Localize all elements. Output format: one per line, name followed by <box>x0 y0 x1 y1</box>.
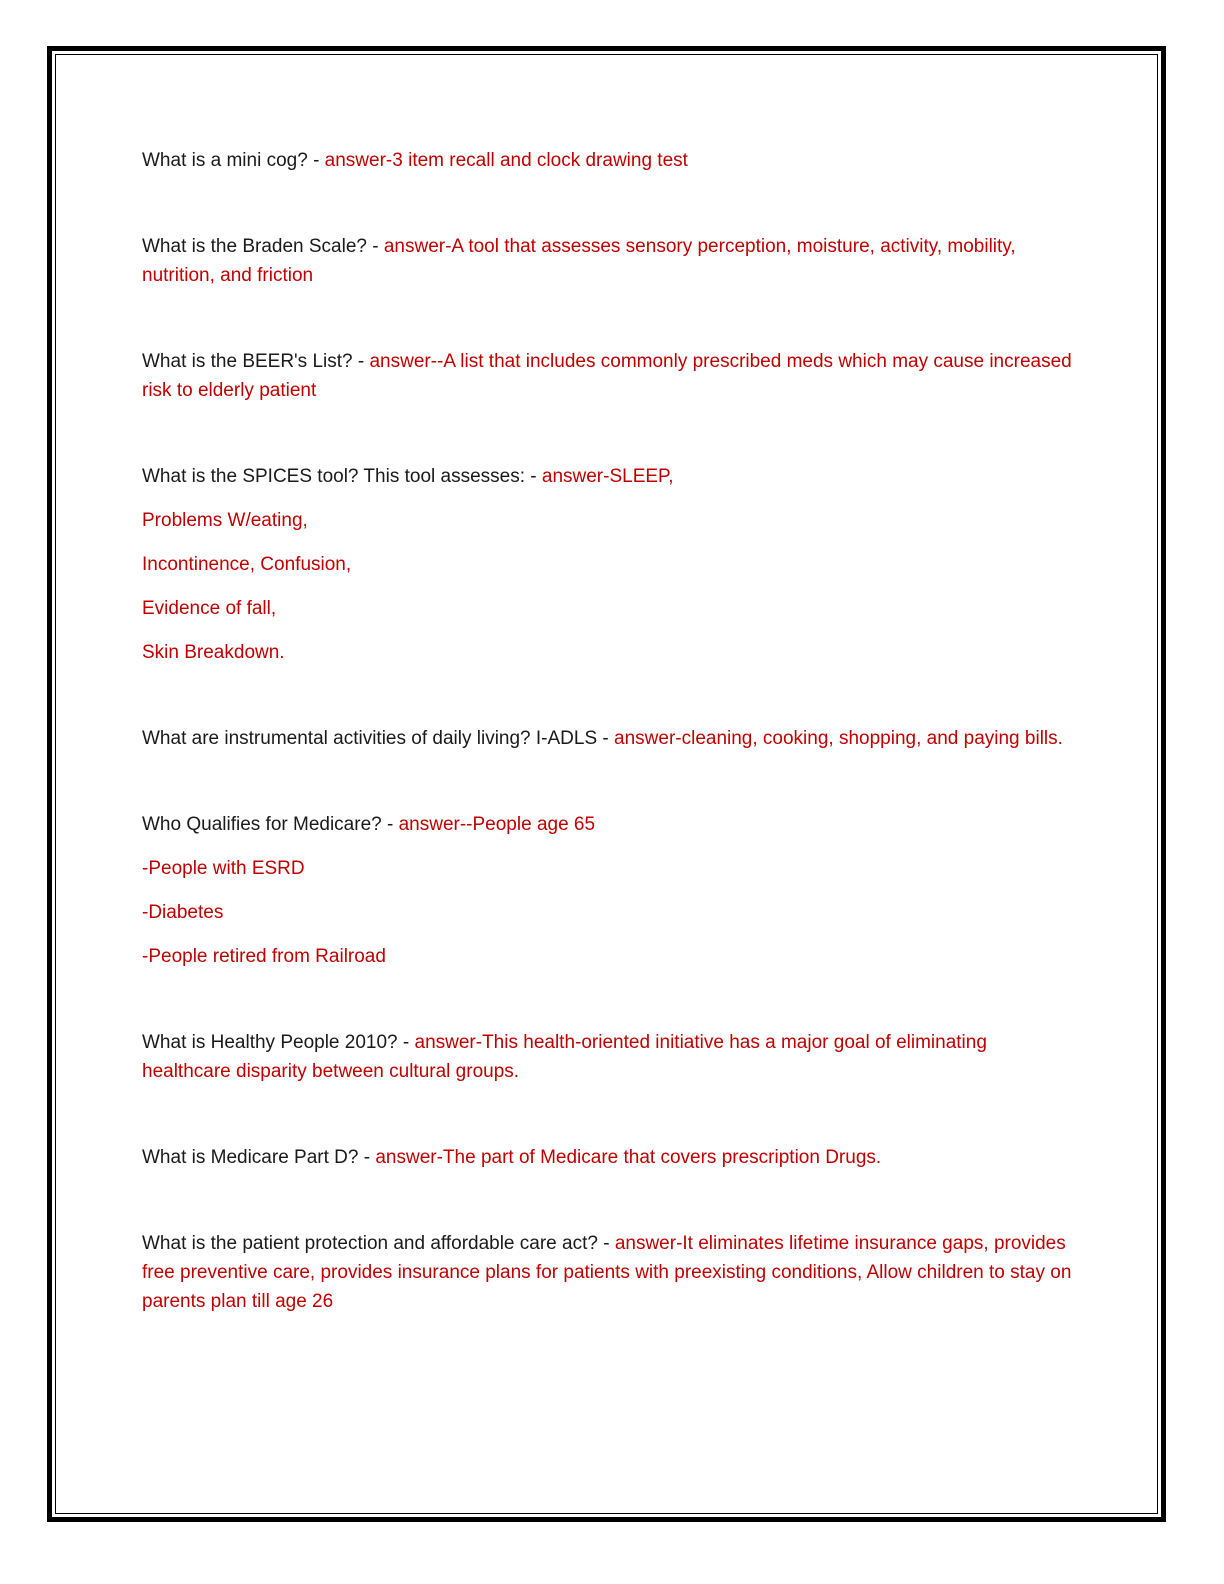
answer-text: answer-SLEEP, <box>541 466 674 487</box>
qa-item <box>142 1143 1072 1172</box>
qa-item <box>142 347 1072 405</box>
qa-item <box>142 810 1072 971</box>
answer-text: -People with ESRD <box>142 858 305 879</box>
qa-item <box>142 146 1072 175</box>
answer-text: answer--People age 65 <box>398 814 596 835</box>
qa-item <box>142 1229 1072 1316</box>
question-text: What is the BEER's List? - <box>142 351 370 372</box>
qa-item <box>142 462 1072 667</box>
question-text: What is Medicare Part D? - <box>142 1147 376 1168</box>
question-text: Who Qualifies for Medicare? - <box>142 814 399 835</box>
question-text: What are instrumental activities of daily living? I-ADLS - <box>142 728 615 749</box>
question-text: What is Healthy People 2010? - <box>142 1032 415 1053</box>
answer-text: answer-It eliminates lifetime insurance gaps, provides free preventive care, provides insurance plans for patients with preexisting conditions, Allow children to stay on parents plan till age 26 <box>142 1233 1072 1312</box>
answer-text: answer-cleaning, cooking, shopping, and paying bills. <box>614 728 1063 749</box>
question-text: What is the Braden Scale? - <box>142 236 384 257</box>
answer-text: Incontinence, Confusion, <box>142 554 352 575</box>
answer-text: Skin Breakdown. <box>142 642 285 663</box>
qa-item <box>142 232 1072 290</box>
answer-text: Problems W/eating, <box>142 510 308 531</box>
answer-text: -People retired from Railroad <box>142 946 386 967</box>
question-text: What is the patient protection and affordable care act? - <box>142 1233 615 1254</box>
answer-text: Evidence of fall, <box>142 598 277 619</box>
answer-text: answer-This health-oriented initiative has a major goal of eliminating healthcare disparity between cultural groups. <box>142 1032 987 1082</box>
answer-text: answer-3 item recall and clock drawing test <box>324 150 688 171</box>
answer-text: -Diabetes <box>142 902 224 923</box>
question-text: What is a mini cog? - <box>142 150 325 171</box>
qa-item <box>142 1028 1072 1086</box>
qa-item <box>142 724 1072 753</box>
answer-text: answer--A list that includes commonly prescribed meds which may cause increased risk to elderly patient <box>142 351 1072 401</box>
answer-text: answer-The part of Medicare that covers prescription Drugs. <box>375 1147 882 1168</box>
qa-list <box>142 146 1072 1373</box>
answer-text: answer-A tool that assesses sensory perception, moisture, activity, mobility, nutrition, and friction <box>142 236 1016 286</box>
question-text: What is the SPICES tool? This tool assesses: - <box>142 466 542 487</box>
